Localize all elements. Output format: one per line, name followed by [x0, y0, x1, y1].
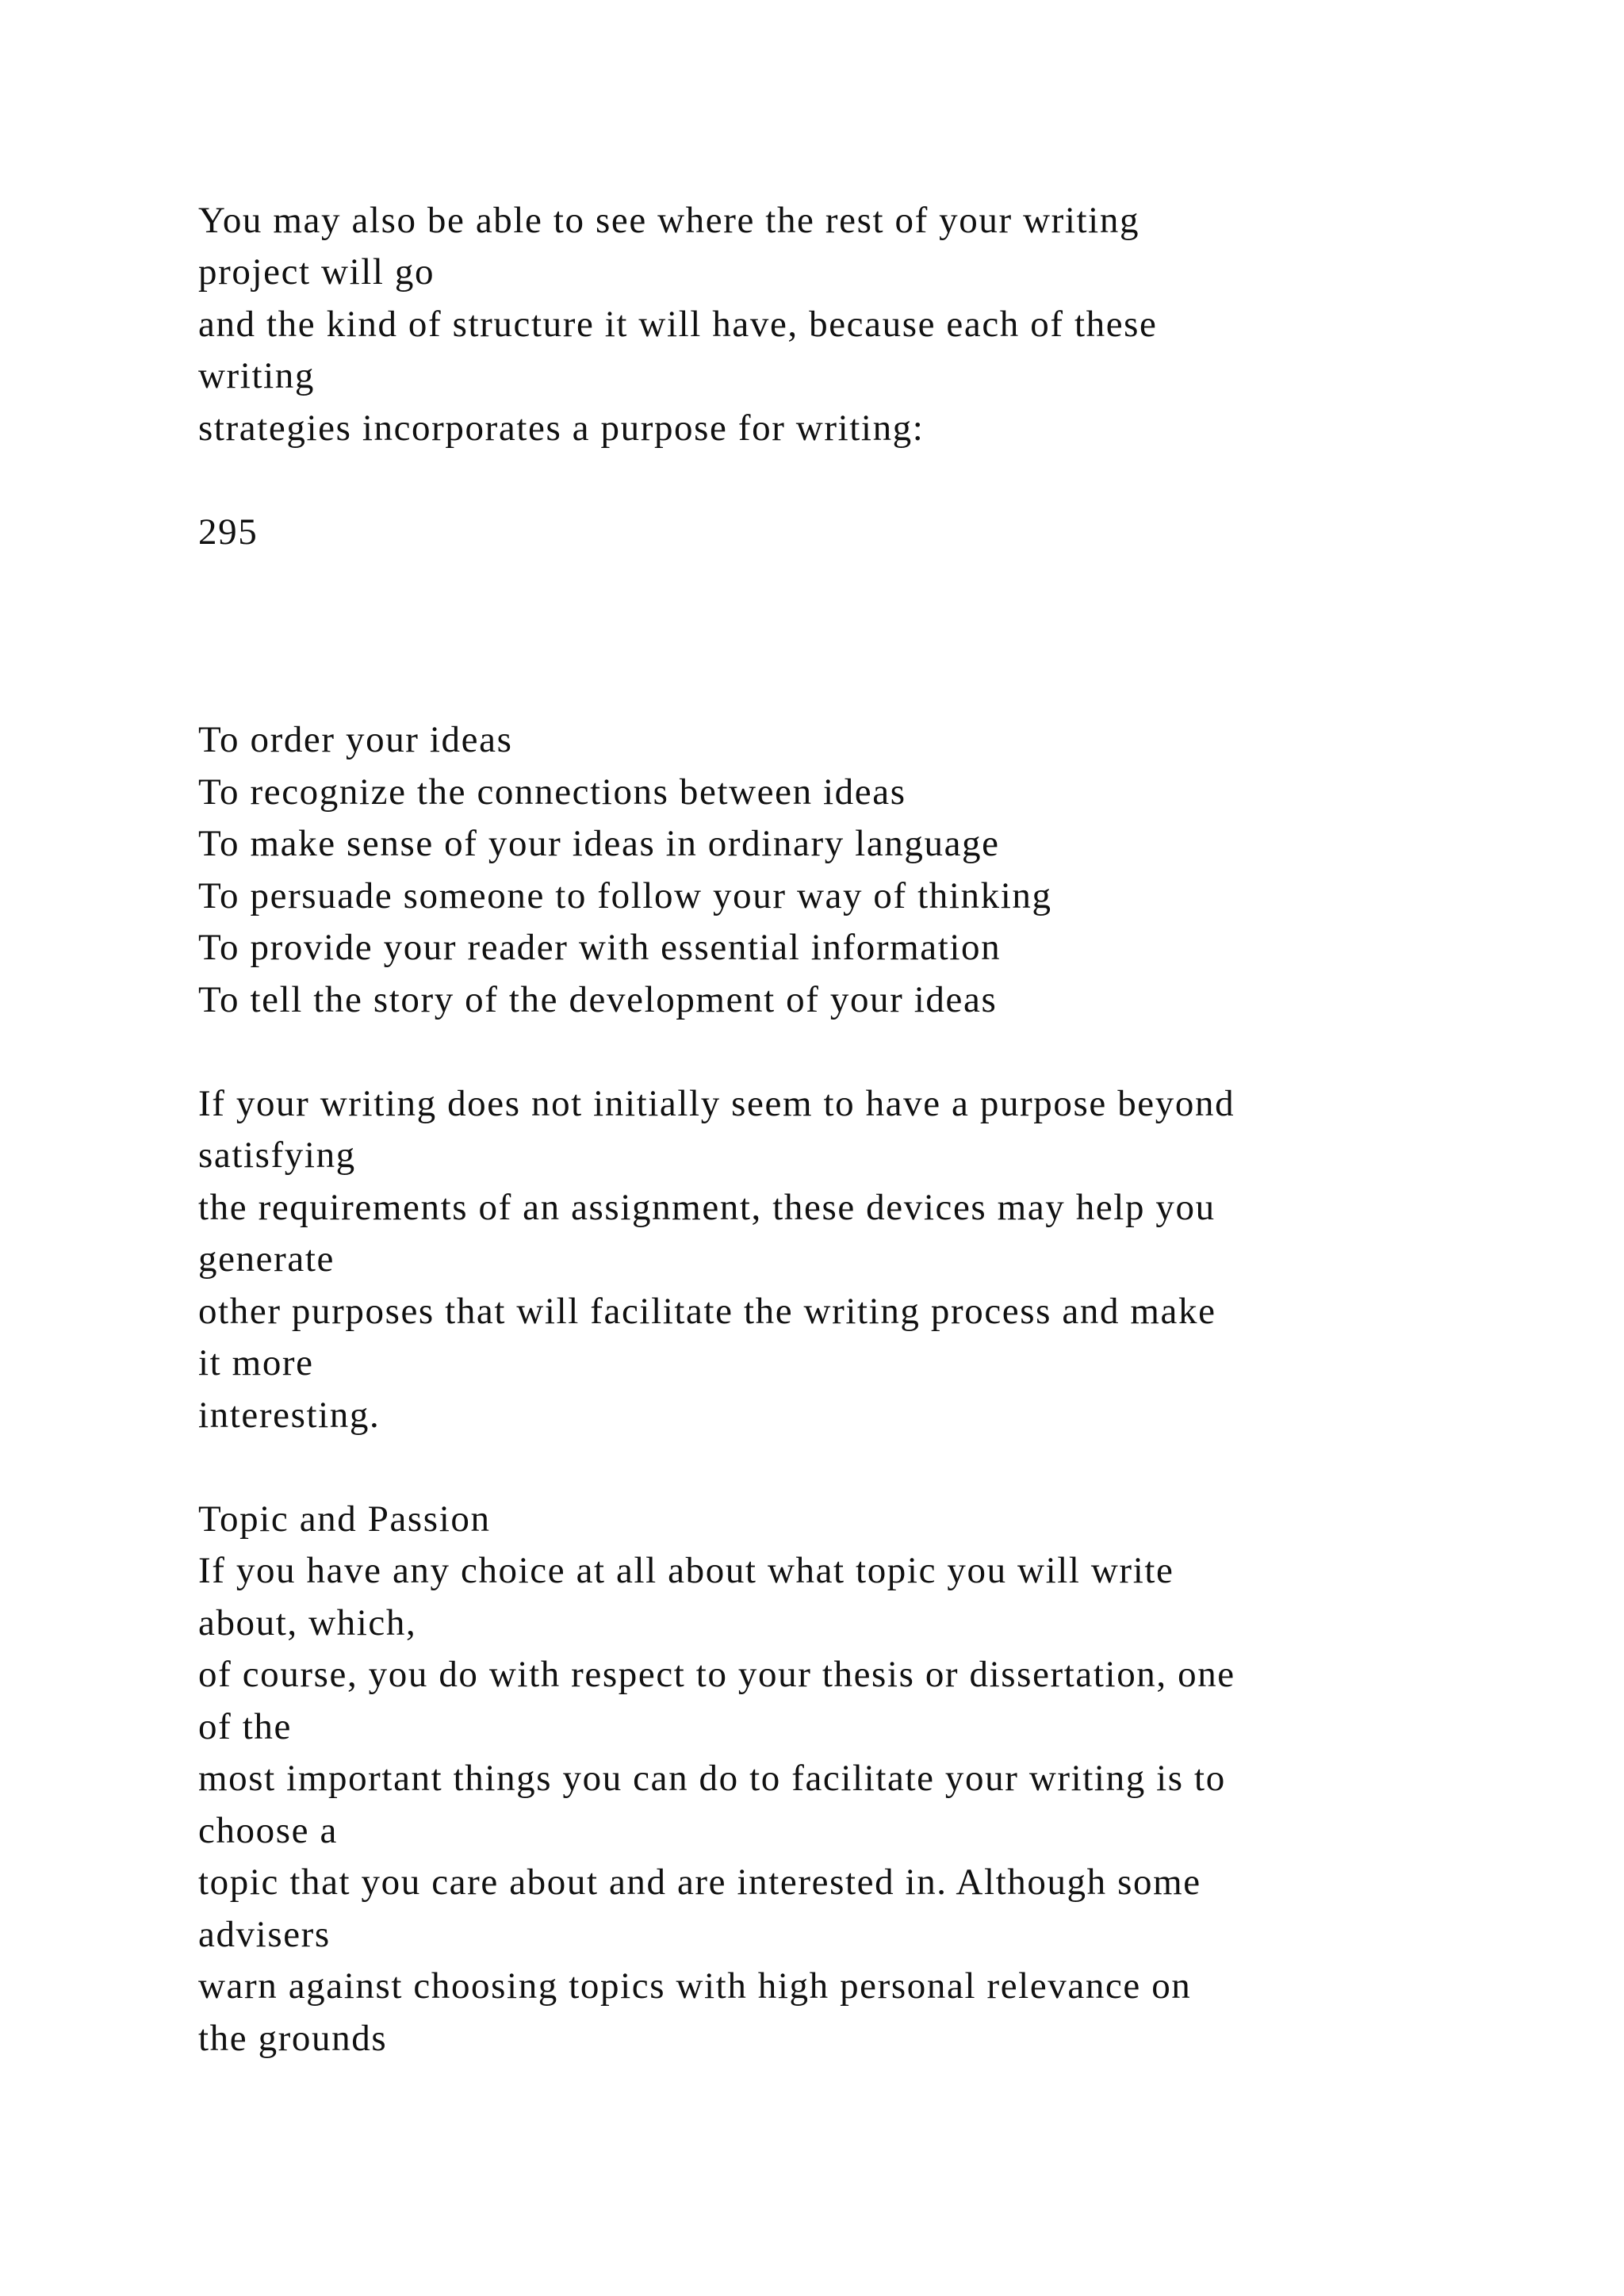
list-item: To make sense of your ideas in ordinary language: [198, 823, 1000, 864]
text-line: of the: [198, 1706, 292, 1747]
text-line: about, which,: [198, 1602, 417, 1644]
list-item: To order your ideas: [198, 719, 513, 760]
text-line: most important things you can do to facilitate your writing is to: [198, 1758, 1226, 1799]
text-line: writing: [198, 355, 315, 396]
list-item: To persuade someone to follow your way of thinking: [198, 875, 1052, 916]
text-line: warn against choosing topics with high personal relevance on: [198, 1965, 1192, 2007]
text-line: generate: [198, 1238, 335, 1280]
list-item: To recognize the connections between ideas: [198, 771, 906, 813]
text-line: advisers: [198, 1914, 331, 1955]
text-line: it more: [198, 1342, 314, 1383]
page-number: 295: [198, 511, 259, 553]
text-line: project will go: [198, 251, 435, 293]
text-line: other purposes that will facilitate the writing process and make: [198, 1291, 1216, 1332]
section-heading: Topic and Passion: [198, 1498, 491, 1540]
list-item: To tell the story of the development of your ideas: [198, 979, 998, 1020]
text-line: the grounds: [198, 2018, 388, 2059]
text-line: topic that you care about and are interested in. Although some: [198, 1862, 1201, 1903]
list-item: To provide your reader with essential information: [198, 927, 1002, 968]
text-line: strategies incorporates a purpose for writing:: [198, 408, 925, 449]
text-line: and the kind of structure it will have, because each of these: [198, 304, 1158, 345]
text-line: choose a: [198, 1810, 338, 1851]
text-line: the requirements of an assignment, these devices may help you: [198, 1187, 1216, 1228]
text-line: If you have any choice at all about what topic you will write: [198, 1550, 1174, 1591]
text-line: satisfying: [198, 1135, 356, 1176]
text-line: You may also be able to see where the rest of your writing: [198, 200, 1140, 241]
text-line: If your writing does not initially seem to have a purpose beyond: [198, 1083, 1235, 1124]
text-line: interesting.: [198, 1395, 381, 1436]
text-line: of course, you do with respect to your thesis or dissertation, one: [198, 1654, 1235, 1695]
